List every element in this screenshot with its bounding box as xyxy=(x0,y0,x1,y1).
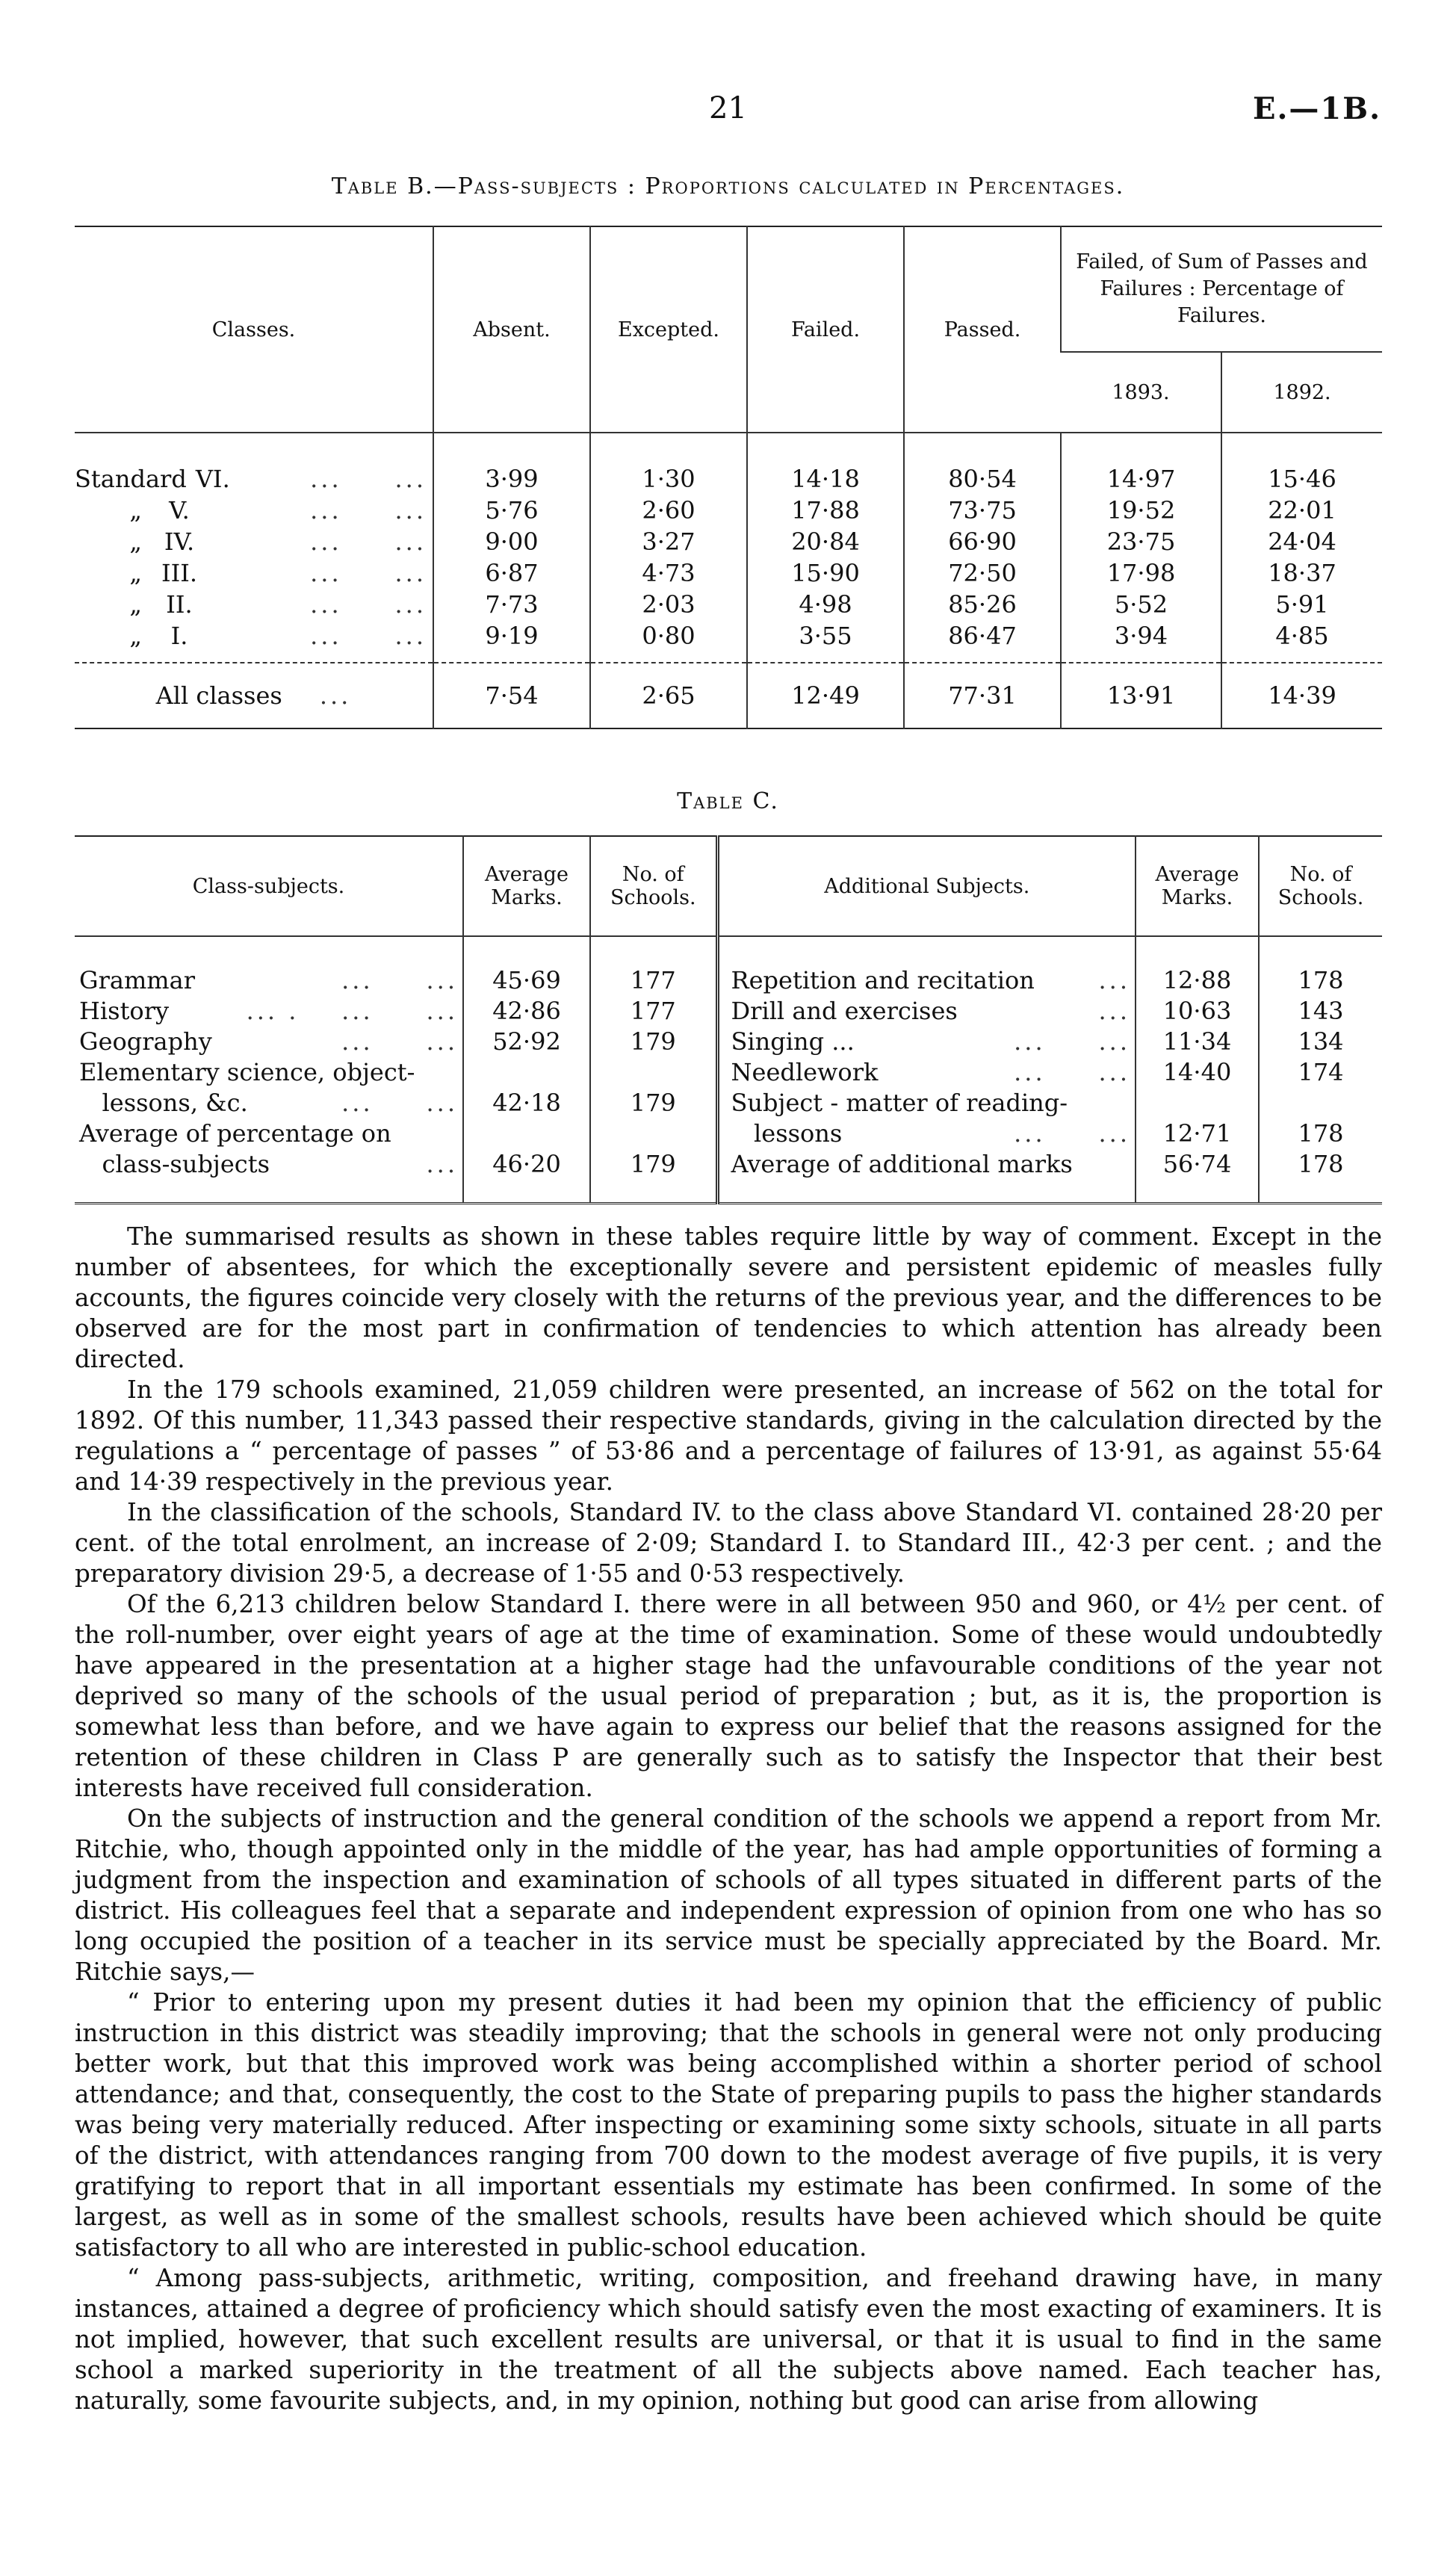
table-row xyxy=(75,1118,1382,1149)
table-row xyxy=(75,620,1382,663)
cell-failed: 14·18 xyxy=(747,433,904,495)
cell-no-of-schools-additional: 178 xyxy=(1259,1149,1382,1204)
series-code: E.—1B. xyxy=(1253,91,1381,126)
report-body xyxy=(75,1222,1382,2416)
cell-excepted: 2·60 xyxy=(590,495,747,526)
cell-average-marks: 52·92 xyxy=(463,1027,590,1057)
leader-dots: ... xyxy=(1098,966,1130,994)
table-c-title: Table C. xyxy=(677,788,779,814)
class-label-cell xyxy=(75,557,433,589)
cell-failed: 4·98 xyxy=(747,589,904,620)
cell-average-marks xyxy=(463,1118,590,1149)
table-row xyxy=(75,1027,1382,1057)
table-row xyxy=(75,495,1382,526)
cell-failed: 3·55 xyxy=(747,620,904,663)
cell-absent: 9·00 xyxy=(433,526,590,557)
total-absent: 7·54 xyxy=(433,663,590,728)
cell-no-of-schools-additional xyxy=(1259,1088,1382,1118)
cell-failed: 17·88 xyxy=(747,495,904,526)
paragraph: “ Among pass-subjects, arithmetic, writing, composition, and freehand drawing have, in many instances, attained a degree of proficiency which should satisfy even the most exacting of examiners. It is not implied, however, that such excellent results are universal, or that it is usual to find in the same school a marked superiority in the treatment of all the subjects above named. Each teacher has, naturally, some favourite subjects, and, in my opinion, nothing but good can arise from allowing xyxy=(75,2264,1382,2415)
total-passed: 77·31 xyxy=(904,663,1061,728)
class-label-cell xyxy=(75,433,433,495)
additional-subject-name: Drill and exercises xyxy=(731,997,958,1025)
cell-excepted: 3·27 xyxy=(590,526,747,557)
cell-average-marks-additional: 14·40 xyxy=(1136,1057,1259,1088)
cell-average-marks-additional xyxy=(1136,1088,1259,1118)
leader-dots: ... ... xyxy=(310,622,427,650)
class-label-cell xyxy=(75,495,433,526)
class-subject-line xyxy=(79,1149,458,1180)
class-prefix: „ xyxy=(129,527,142,556)
class-subject-line xyxy=(79,1057,458,1088)
additional-subject-name: Average of additional marks xyxy=(731,1150,1073,1178)
cell-no-of-schools: 179 xyxy=(590,1088,717,1118)
total-excepted: 2·65 xyxy=(590,663,747,728)
cell-f1893: 19·52 xyxy=(1061,495,1221,526)
class-prefix: „ xyxy=(129,622,142,650)
cell-f1892: 15·46 xyxy=(1221,433,1382,495)
cell-passed: 86·47 xyxy=(904,620,1061,663)
cell-average-marks: 46·20 xyxy=(463,1149,590,1204)
additional-subject-cell xyxy=(717,996,1136,1027)
class-subject-name: Grammar xyxy=(79,966,195,994)
table-b xyxy=(75,226,1382,729)
cell-average-marks: 42·86 xyxy=(463,996,590,1027)
additional-subject-line xyxy=(731,1118,1131,1149)
header-absent: Absent. xyxy=(433,226,590,433)
cell-failed: 15·90 xyxy=(747,557,904,589)
class-label: II. xyxy=(166,590,193,619)
class-subject-cell xyxy=(75,1149,463,1204)
class-label-cell xyxy=(75,620,433,663)
class-label: III. xyxy=(161,559,198,587)
class-subject-name: Geography xyxy=(79,1027,212,1056)
additional-subject-line xyxy=(731,1088,1131,1118)
class-subject-name: History xyxy=(79,997,170,1025)
additional-subject-cell xyxy=(717,1057,1136,1088)
cell-absent: 7·73 xyxy=(433,589,590,620)
class-subject-name: Average of percentage on xyxy=(79,1119,391,1148)
header-failed: Failed. xyxy=(747,226,904,433)
leader-dots: ... xyxy=(426,1150,458,1178)
paragraph: “ Prior to entering upon my present duties it had been my opinion that the efficiency of public instruction in this district was steadily improving; that the schools in general were not only producing better work, but that this improved work was being accomplished within a shorter period of school attendance; and that, consequently, the cost to the State of preparing pupils to pass the higher standards was being very materially reduced. After inspecting or examining some sixty schools, situate in all parts of the district, with attendances ranging from 700 down to the modest average of five pupils, it is very gratifying to report that in all important essentials my estimate has been confirmed. In some of the largest, as well as in some of the smallest schools, results have been achieved which should be quite satisfactory to all who are interested in public-school education. xyxy=(75,1988,1382,2262)
cell-f1893: 17·98 xyxy=(1061,557,1221,589)
table-row-total xyxy=(75,663,1382,728)
class-prefix: „ xyxy=(129,590,142,619)
class-label: I. xyxy=(170,622,188,650)
cell-average-marks-additional: 12·88 xyxy=(1136,936,1259,996)
cell-no-of-schools-additional: 178 xyxy=(1259,1118,1382,1149)
cell-f1893: 3·94 xyxy=(1061,620,1221,663)
table-row xyxy=(75,433,1382,495)
cell-no-of-schools-additional: 178 xyxy=(1259,936,1382,996)
cell-passed: 73·75 xyxy=(904,495,1061,526)
cell-no-of-schools: 177 xyxy=(590,936,717,996)
paragraph: The summarised results as shown in these tables require little by way of comment. Except in the number of absentees, for which the exceptionally severe and persistent epidemic of measles fully accounts, the figures coincide very closely with the returns of the previous year, and the differences to be observed are for the most part in confirmation of tendencies to which attention has already been directed. xyxy=(75,1222,1382,1373)
cell-no-of-schools-additional: 134 xyxy=(1259,1027,1382,1057)
additional-subject-line xyxy=(731,1057,1131,1088)
header-1893: 1893. xyxy=(1061,352,1221,433)
class-label-cell xyxy=(75,589,433,620)
class-label: V. xyxy=(169,496,190,525)
cell-average-marks: 42·18 xyxy=(463,1088,590,1118)
class-subject-line xyxy=(79,1088,458,1118)
table-b-title: Table B.—Pass-subjects : Proportions calculated in Percentages. xyxy=(331,173,1125,199)
cell-average-marks-additional: 10·63 xyxy=(1136,996,1259,1027)
leader-dots: ... ... xyxy=(310,496,427,525)
cell-passed: 80·54 xyxy=(904,433,1061,495)
additional-subject-cell xyxy=(717,936,1136,996)
leader-dots: ... xyxy=(319,681,352,710)
class-subject-cell xyxy=(75,1088,463,1118)
cell-absent: 3·99 xyxy=(433,433,590,495)
cell-absent: 9·19 xyxy=(433,620,590,663)
header-failed-group: Failed, of Sum of Passes and Failures : Percentage of Failures. xyxy=(1061,226,1382,352)
cell-no-of-schools xyxy=(590,1118,717,1149)
header-1892: 1892. xyxy=(1221,352,1382,433)
class-label-cell xyxy=(75,526,433,557)
cell-passed: 85·26 xyxy=(904,589,1061,620)
class-subject-line xyxy=(79,1027,458,1057)
total-f1893: 13·91 xyxy=(1061,663,1221,728)
class-subject-cell xyxy=(75,1027,463,1057)
leader-dots: ... ... xyxy=(341,1027,458,1056)
leader-dots: ... ... xyxy=(310,559,427,587)
cell-f1892: 4·85 xyxy=(1221,620,1382,663)
class-subject-cell xyxy=(75,936,463,996)
cell-no-of-schools: 179 xyxy=(590,1027,717,1057)
total-f1892: 14·39 xyxy=(1221,663,1382,728)
cell-average-marks xyxy=(463,1057,590,1088)
table-row xyxy=(75,936,1382,996)
cell-f1892: 5·91 xyxy=(1221,589,1382,620)
paragraph: Of the 6,213 children below Standard I. there were in all between 950 and 960, or 4½ per cent. of the roll-number, over eight years of age at the time of examination. Some of these would undoubtedly have appeared in the presentation at a higher stage had the unfavourable conditions of the year not deprived so many of the schools of the usual period of preparation ; but, as it is, the proportion is somewhat less than before, and we have again to express our belief that the reasons assigned for the retention of these children in Class P are generally such as to satisfy the Inspector that their best interests have received full consideration. xyxy=(75,1590,1382,1802)
cell-f1892: 24·04 xyxy=(1221,526,1382,557)
cell-absent: 6·87 xyxy=(433,557,590,589)
header-average-marks-additional: Average Marks. xyxy=(1136,836,1259,936)
header-class-subjects: Class-subjects. xyxy=(75,836,463,936)
class-subject-line xyxy=(79,965,458,996)
paragraph: In the 179 schools examined, 21,059 children were presented, an increase of 562 on the total for 1892. Of this number, 11,343 passed their respective standards, giving in the calculation directed by the regulations a “ percentage of passes ” of 53·86 and a percentage of failures of 13·91, as against 55·64 and 14·39 respectively in the previous year. xyxy=(75,1376,1382,1496)
class-subject-name: Elementary science, object- xyxy=(79,1058,415,1086)
page-number: 21 xyxy=(709,91,747,126)
leader-dots: ... ... xyxy=(341,1089,458,1117)
cell-no-of-schools: 179 xyxy=(590,1149,717,1204)
total-label: All classes xyxy=(155,681,282,710)
cell-passed: 66·90 xyxy=(904,526,1061,557)
leader-dots: ... ... xyxy=(1014,1058,1130,1086)
cell-excepted: 0·80 xyxy=(590,620,747,663)
cell-absent: 5·76 xyxy=(433,495,590,526)
cell-f1892: 22·01 xyxy=(1221,495,1382,526)
class-subject-name: lessons, &c. xyxy=(79,1089,248,1117)
cell-excepted: 2·03 xyxy=(590,589,747,620)
header-no-of-schools: No. of Schools. xyxy=(590,836,717,936)
class-subject-cell xyxy=(75,1118,463,1149)
table-row xyxy=(75,996,1382,1027)
additional-subject-name: Needlework xyxy=(731,1058,879,1086)
table-row xyxy=(75,1057,1382,1088)
cell-failed: 20·84 xyxy=(747,526,904,557)
additional-subject-line xyxy=(731,965,1131,996)
cell-f1892: 18·37 xyxy=(1221,557,1382,589)
additional-subject-cell xyxy=(717,1088,1136,1118)
class-label: IV. xyxy=(164,527,195,556)
leader-dots: ... xyxy=(1098,997,1130,1025)
header-passed: Passed. xyxy=(904,226,1061,433)
leader-dots: ... ... xyxy=(310,590,427,619)
leader-dots: ... ... xyxy=(1014,1119,1130,1148)
paragraph: On the subjects of instruction and the general condition of the schools we append a report from Mr. Ritchie, who, though appointed only in the middle of the year, has had ample opportunities of forming a judgment from the inspection and examination of schools of all types situated in different parts of the district. His colleagues feel that a separate and independent expression of opinion from one who has so long occupied the position of a teacher in its service must be specially appreciated by the Board. Mr. Ritchie says,— xyxy=(75,1804,1382,1986)
cell-no-of-schools-additional: 143 xyxy=(1259,996,1382,1027)
leader-dots: ... ... xyxy=(310,465,427,493)
header-no-of-schools-additional: No. of Schools. xyxy=(1259,836,1382,936)
cell-passed: 72·50 xyxy=(904,557,1061,589)
cell-f1893: 14·97 xyxy=(1061,433,1221,495)
cell-average-marks: 45·69 xyxy=(463,936,590,996)
additional-subject-line xyxy=(731,1149,1131,1180)
table-c xyxy=(75,835,1382,1204)
table-row xyxy=(75,526,1382,557)
cell-no-of-schools-additional: 174 xyxy=(1259,1057,1382,1088)
additional-subject-line xyxy=(731,1027,1131,1057)
total-label-cell xyxy=(75,663,433,728)
header-excepted: Excepted. xyxy=(590,226,747,433)
leader-dots: ... ... xyxy=(1014,1027,1130,1056)
cell-excepted: 4·73 xyxy=(590,557,747,589)
table-row xyxy=(75,1088,1382,1118)
table-row xyxy=(75,557,1382,589)
cell-f1893: 5·52 xyxy=(1061,589,1221,620)
class-subject-cell xyxy=(75,996,463,1027)
paragraph: In the classification of the schools, Standard IV. to the class above Standard VI. contained 28·20 per cent. of the total enrolment, an increase of 2·09; Standard I. to Standard III., 42·3 per cent. ; and the preparatory division 29·5, a decrease of 1·55 and 0·53 respectively. xyxy=(75,1498,1382,1588)
additional-subject-name: lessons xyxy=(731,1119,843,1148)
class-subject-line xyxy=(79,996,458,1027)
additional-subject-name: Singing ... xyxy=(731,1027,855,1056)
leader-dots: ... ... xyxy=(310,527,427,556)
additional-subject-cell xyxy=(717,1149,1136,1204)
cell-average-marks-additional: 12·71 xyxy=(1136,1118,1259,1149)
class-subject-cell xyxy=(75,1057,463,1088)
additional-subject-cell xyxy=(717,1118,1136,1149)
class-label: VI. xyxy=(195,465,230,493)
additional-subject-cell xyxy=(717,1027,1136,1057)
cell-no-of-schools: 177 xyxy=(590,996,717,1027)
header-additional-subjects: Additional Subjects. xyxy=(717,836,1136,936)
total-failed: 12·49 xyxy=(747,663,904,728)
class-prefix: „ xyxy=(129,496,142,525)
class-subject-name: class-subjects xyxy=(79,1150,270,1178)
cell-f1893: 23·75 xyxy=(1061,526,1221,557)
additional-subject-name: Subject - matter of reading- xyxy=(731,1089,1068,1117)
table-row xyxy=(75,1149,1382,1204)
class-prefix: Standard xyxy=(75,465,187,493)
class-prefix: „ xyxy=(129,559,142,587)
additional-subject-name: Repetition and recitation xyxy=(731,966,1035,994)
leader-dots: ... ... xyxy=(341,966,458,994)
header-classes: Classes. xyxy=(75,226,433,433)
leader-dots: ... . ... ... xyxy=(246,997,458,1025)
cell-excepted: 1·30 xyxy=(590,433,747,495)
table-row xyxy=(75,589,1382,620)
cell-average-marks-additional: 56·74 xyxy=(1136,1149,1259,1204)
cell-no-of-schools xyxy=(590,1057,717,1088)
additional-subject-line xyxy=(731,996,1131,1027)
header-average-marks: Average Marks. xyxy=(463,836,590,936)
cell-average-marks-additional: 11·34 xyxy=(1136,1027,1259,1057)
class-subject-line xyxy=(79,1118,458,1149)
